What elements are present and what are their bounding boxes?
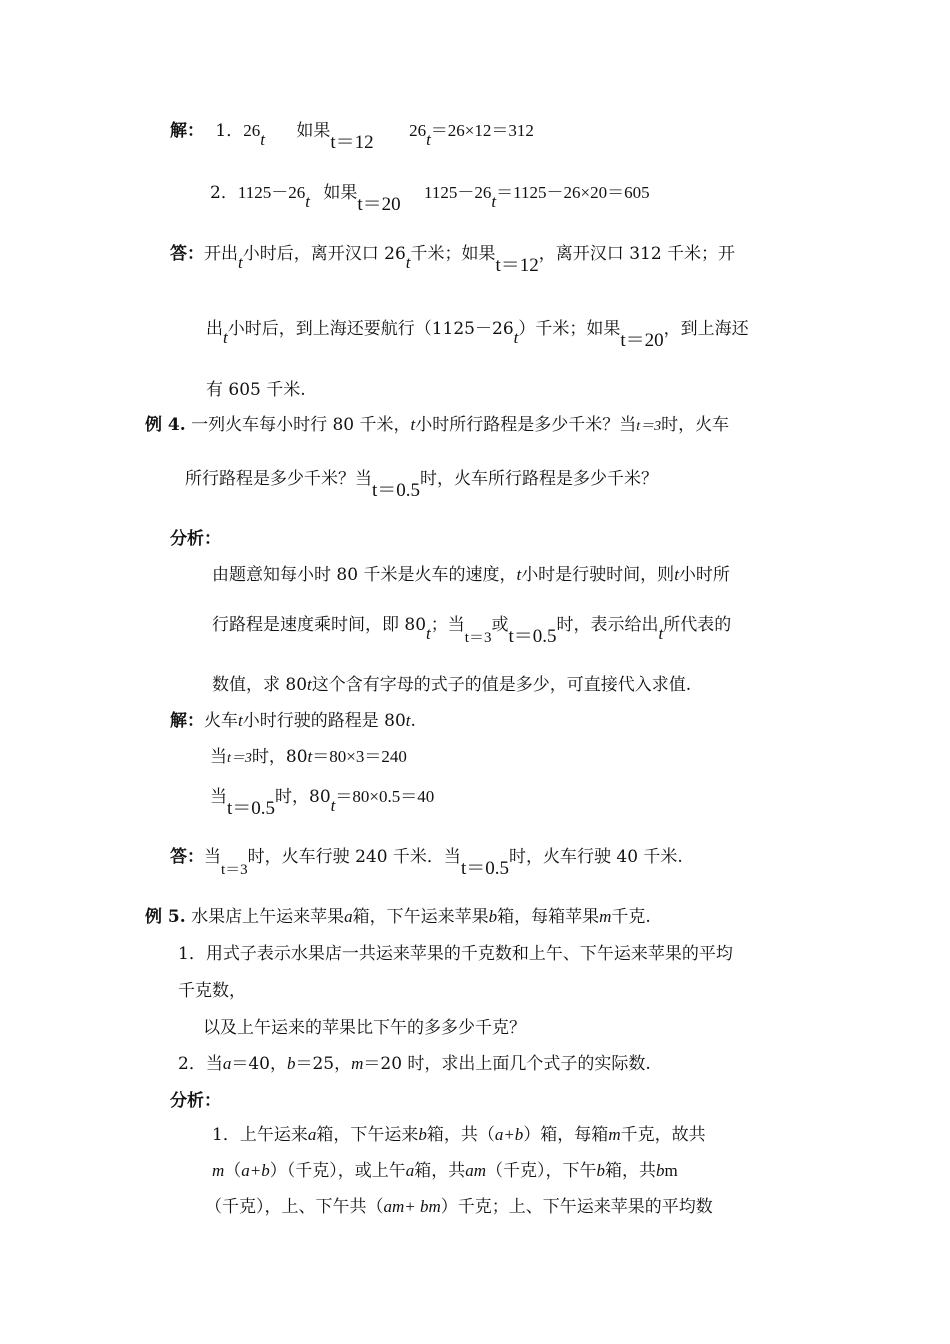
analysis-4-line-2: 行路程是速度乘时间，即 80t；当t＝3或t＝0.5时，表示给出t所代表的 (212, 615, 732, 647)
example-5-line-1: 例 5. 水果店上午运来苹果a箱，下午运来苹果b箱，每箱苹果m千克. (145, 907, 651, 927)
example-4-line-1: 例 4. 一列火车每小时行 80 千米，t小时所行路程是多少千米？当t＝3时，火车 (145, 415, 730, 435)
analysis-5-line-3: （千克），上、下午共（am+ bm）千克；上、下午运来苹果的平均数 (205, 1197, 713, 1217)
solution-1-item-2: 2．1125－26t 如果t＝20 1125－26t＝1125－26×20＝605 (210, 183, 650, 215)
solution-label: 解： (170, 711, 204, 731)
analysis-4-line-1: 由题意知每小时 80 千米是火车的速度，t小时是行驶时间，则t小时所 (212, 565, 730, 585)
answer-1-line-2: 出t小时后，到上海还要航行（1125－26t）千米；如果t＝20，到上海还 (206, 319, 749, 351)
example-label: 例 5. (145, 907, 186, 927)
analysis-4-line-3: 数值，求 80t这个含有字母的式子的值是多少，可直接代入求值. (212, 675, 692, 695)
example-5-question-1-cont2: 以及上午运来的苹果比下午的多多少千克？ (203, 1018, 526, 1038)
answer-label: 答： (170, 847, 204, 867)
example-5-question-2: 2．当a＝40，b＝25，m＝20 时，求出上面几个式子的实际数. (178, 1054, 651, 1074)
answer-1-line-1: 答：开出t小时后，离开汉口 26t千米；如果t＝12，离开汉口 312 千米；开 (170, 244, 736, 276)
example-4-line-2: 所行路程是多少千米？当t＝0.5时，火车所行路程是多少千米？ (185, 469, 659, 501)
solution-4-line-3: 当t＝0.5时，80t＝80×0.5＝40 (210, 787, 435, 819)
solution-label: 解： (170, 121, 204, 141)
analysis-5-line-1: 1．上午运来a箱，下午运来b箱，共（a+b）箱，每箱m千克，故共 (212, 1125, 706, 1145)
answer-label: 答： (170, 244, 204, 264)
example-label: 例 4. (145, 415, 186, 435)
example-5-question-1-cont: 千克数， (178, 981, 246, 1001)
analysis-label: 分析： (170, 1091, 221, 1111)
example-5-question-1: 1．用式子表示水果店一共运来苹果的千克数和上午、下午运来苹果的平均 (178, 944, 733, 964)
answer-4-line: 答：当t＝3时，火车行驶 240 千米．当t＝0.5时，火车行驶 40 千米. (170, 847, 683, 879)
solution-1-item-1: 解： 1．26t 如果t＝12 26t＝26×12＝312 (170, 121, 534, 153)
solution-4-line-2: 当t＝3时，80t＝80×3＝240 (210, 747, 407, 767)
analysis-5-line-2: m（a+b）（千克），或上午a箱，共am（千克），下午b箱，共bm (212, 1161, 678, 1181)
solution-4-line-1: 解：火车t小时行驶的路程是 80t. (170, 711, 416, 731)
analysis-label: 分析： (170, 529, 221, 549)
answer-1-line-3: 有 605 千米. (206, 380, 306, 400)
